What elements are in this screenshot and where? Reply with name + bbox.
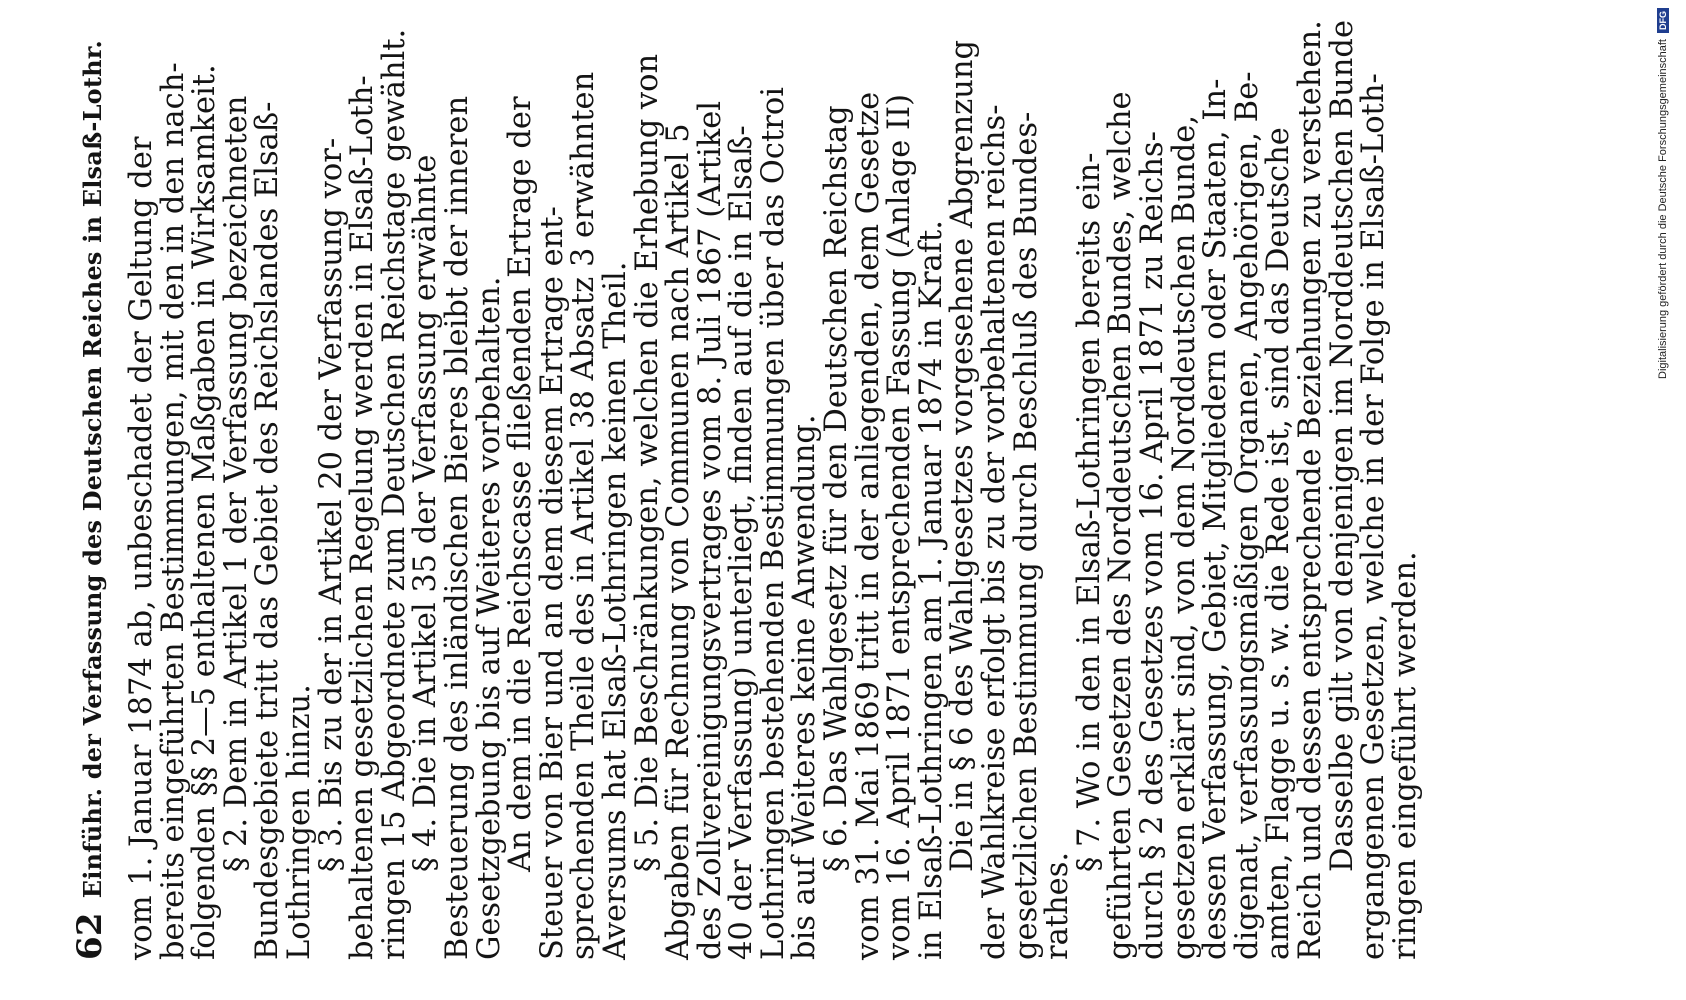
text-line: ringen eingeführt werden. [1387, 551, 1423, 960]
text-line: § 5. Die Beschränkungen, welchen die Erhebung von [629, 53, 665, 872]
text-line: behaltenen gesetzlichen Regelung werden in Elsaß-Loth- [345, 75, 381, 960]
text-line: durch § 2 des Gesetzes vom 16. April 1871 zu Reichs- [1135, 131, 1170, 960]
text-line: Abgaben für Rechnung von Communen nach Artikel 5 [661, 123, 697, 960]
text-line: Reich und dessen entsprechende Beziehungen zu verstehen. [1292, 20, 1328, 960]
text-line: vom 16. April 1871 entsprechenden Fassung (Anlage II) [882, 93, 918, 960]
paragraph [1071, 20, 1328, 960]
text-line: vom 1. Januar 1874 ab, unbeschadet der Geltung der [124, 136, 159, 960]
paragraph [410, 40, 505, 960]
text-line: geführten Gesetzen des Norddeutschen Bundes, welche [1103, 91, 1139, 960]
body-text [124, 19, 1423, 960]
text-line: der Wahlkreise erfolgt bis zu der vorbehaltenen reichs- [977, 104, 1013, 960]
text-line: § 3. Bis zu der in Artikel 20 der Verfassung vor- [313, 137, 349, 872]
text-line: Besteuerung des inländischen Bieres bleibt der inneren [439, 95, 475, 960]
running-title: Einführ. der Verfassung des Deutschen Reiches in Elsaß-Lothr. [78, 40, 107, 899]
text-line: folgenden §§ 2—5 enthaltenen Maßgaben in Wirksamkeit. [187, 64, 223, 960]
paragraph [1324, 19, 1423, 960]
paragraph [629, 40, 823, 960]
text-line: in Elsaß-Lothringen am 1. Januar 1874 in Kraft. [913, 220, 949, 960]
text-line: § 2. Dem in Artikel 1 der Verfassung bezeichneten [218, 95, 254, 872]
text-line: § 6. Das Wahlgesetz für den Deutschen Reichstag [819, 105, 855, 872]
text-line: gesetzlichen Bestimmung durch Beschluß des Bundes- [1008, 111, 1044, 960]
text-line: An dem in die Reichscasse fließenden Ertrage der [503, 96, 539, 872]
paragraph [821, 40, 947, 960]
paragraph [945, 39, 1076, 960]
paragraph [218, 40, 317, 960]
paragraph [505, 40, 631, 960]
text-line: sprechenden Theile des in Artikel 38 Absatz 3 erwähnten [566, 71, 602, 960]
text-line: Die in § 6 des Wahlgesetzes vorgesehene Abgrenzung [945, 39, 981, 872]
text-line: dessen Verfassung, Gebiet, Mitgliedern oder Staaten, In- [1198, 78, 1234, 960]
dfg-logo: DFG [1657, 8, 1669, 33]
text-line: ergangenen Gesetzen, welche in der Folge in Elsaß-Loth- [1356, 73, 1392, 960]
text-line: rathes. [1040, 851, 1076, 960]
text-line: 40 der Verfassung) unterliegt, finden auf die in Elsaß- [724, 125, 760, 960]
text-line: Aversums hat Elsaß-Lothringen keinen Theil. [597, 261, 633, 960]
text-line: Bundesgebiete tritt das Gebiet des Reichslandes Elsaß- [250, 101, 286, 960]
text-line: digenat, verfassungsmäßigen Organen, Angehörigen, Be- [1229, 71, 1265, 960]
text-line: vom 31. Mai 1869 tritt in der anliegenden, dem Gesetze [850, 91, 886, 960]
text-line: bis auf Weiteres keine Anwendung. [787, 414, 823, 960]
text-line: Gesetzgebung bis auf Weiteres vorbehalten. [471, 276, 507, 960]
text-line: gesetzen erklärt sind, von dem Norddeutschen Bunde, [1166, 114, 1202, 960]
text-line: amten, Flagge u. s. w. die Rede ist, sind das Deutsche [1261, 127, 1297, 960]
running-header [70, 40, 110, 960]
paragraph [126, 40, 221, 960]
text-line: Lothringen bestehenden Bestimmungen über das Octroi [755, 87, 791, 960]
text-line: § 7. Wo in den in Elsaß-Lothringen bereits ein- [1071, 152, 1107, 872]
text-line: ringen 15 Abgeordnete zum Deutschen Reichstage gewählt. [376, 28, 412, 960]
text-line: Dasselbe gilt von denjenigen im Norddeutschen Bunde [1324, 19, 1360, 872]
text-line: bereits eingeführten Bestimmungen, mit den in den nach- [155, 62, 191, 960]
text-line: Steuer von Bier und an dem diesem Ertrage ent- [534, 206, 570, 960]
digitization-note [1654, 0, 1672, 1000]
text-line: des Zollvereinigungsvertrages vom 8. Juli 1867 (Artikel [692, 100, 728, 960]
text-line: Lothringen hinzu. [281, 684, 317, 960]
text-line: § 4. Die in Artikel 35 der Verfassung erwähnte [408, 154, 444, 872]
page-number: 62 [70, 912, 110, 960]
paragraph [313, 28, 412, 960]
digitization-note-text: Digitalisierung gefördert durch die Deutsche Forschungsgemeinschaft [1657, 39, 1669, 379]
page-content [70, 19, 1423, 960]
